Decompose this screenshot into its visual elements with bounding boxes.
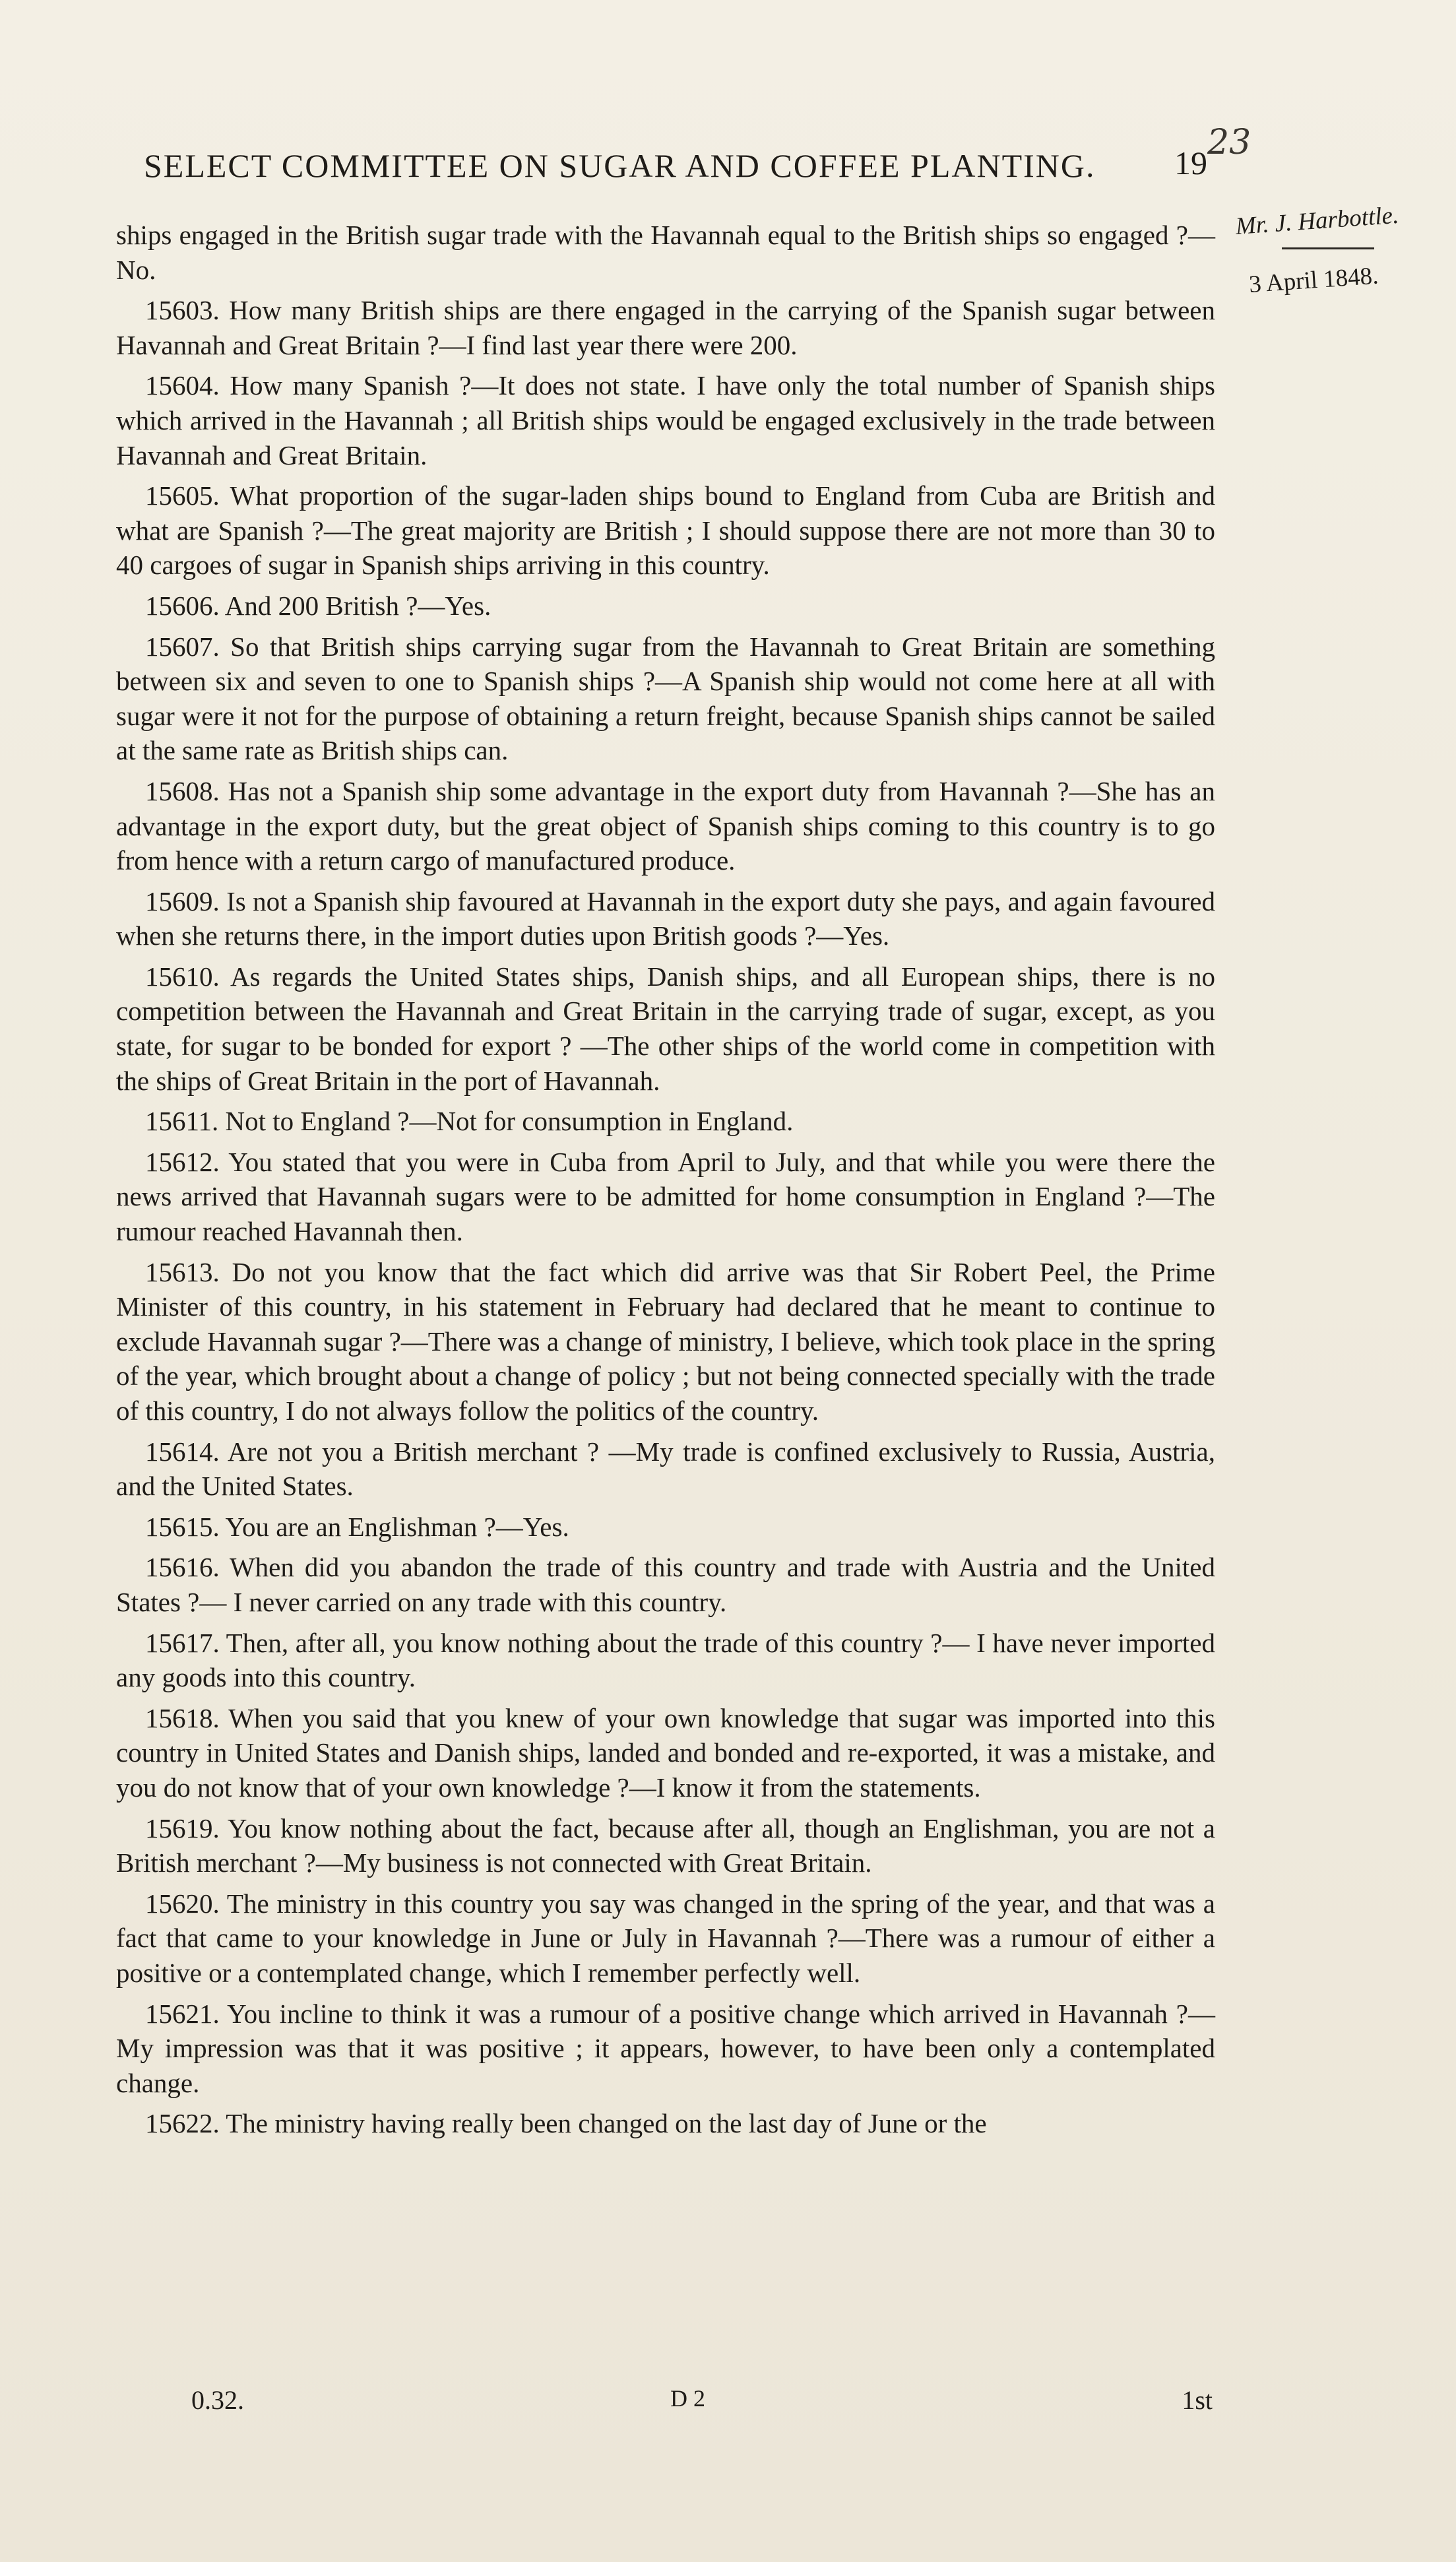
question-15618: 15618. When you said that you knew of your own knowledge that sugar was imported into this country in United States and Danish ships, landed and bonded and re-exported, it was a mistake, and you do not know that of your own knowledge ?—I know it from the statements.	[116, 1702, 1215, 1803]
margin-rule	[1282, 247, 1374, 249]
question-15610: 15610. As regards the United States ships, Danish ships, and all European ships, there is no competition between the Havannah and Great Britain in the carrying trade of sugar, except, as you state, for sugar to be bonded for export ? —The other ships of the world come in competition with the ships of Great Britain in the port of Havannah.	[116, 961, 1215, 1096]
footer-catchword: 1st	[1182, 2385, 1213, 2415]
question-15614: 15614. Are not you a British merchant ? —My trade is confined exclusively to Russia, Austria, and the United States.	[116, 1436, 1215, 1502]
question-15609: 15609. Is not a Spanish ship favoured at Havannah in the export duty she pays, and again favoured when she returns there, in the import duties upon British goods ?—Yes.	[116, 885, 1215, 951]
question-15604: 15604. How many Spanish ?—It does not state. I have only the total number of Spanish ships which arrived in the Havannah ; all British ships would be engaged exclusively in the trade between Havannah and Great Britain.	[116, 370, 1215, 470]
page-footer	[139, 2385, 1213, 2424]
margin-note	[1234, 201, 1440, 299]
question-15603: 15603. How many British ships are there engaged in the carrying of the Spanish sugar between Havannah and Great Britain ?—I find last year there were 200.	[116, 295, 1215, 360]
question-15606: 15606. And 200 British ?—Yes.	[145, 590, 491, 621]
question-15620: 15620. The ministry in this country you say was changed in the spring of the year, and that was a fact that came to your knowledge in June or July in Havannah ?—There was a rumour of either a positive or a contemplated change, which I remember perfectly well.	[116, 1888, 1215, 1988]
question-15617: 15617. Then, after all, you know nothing about the trade of this country ?— I have never imported any goods into this country.	[116, 1627, 1215, 1693]
question-15608: 15608. Has not a Spanish ship some advantage in the export duty from Havannah ?—She has an advantage in the export duty, but the great object of Spanish ships coming to this country is to go from hence with a return cargo of manufactured produce.	[116, 775, 1215, 876]
footer-reference: 0.32.	[191, 2385, 244, 2415]
evidence-text	[116, 218, 1215, 2147]
question-15619: 15619. You know nothing about the fact, because after all, though an Englishman, you are not a British merchant ?—My business is not connected with Great Britain.	[116, 1812, 1215, 1878]
page-header-title: SELECT COMMITTEE ON SUGAR AND COFFEE PLANTING.	[144, 147, 1096, 184]
question-15611: 15611. Not to England ?—Not for consumption in England.	[145, 1106, 794, 1137]
question-15615: 15615. You are an Englishman ?—Yes.	[145, 1511, 569, 1542]
question-15607: 15607. So that British ships carrying sugar from the Havannah to Great Britain are something between six and seven to one to Spanish ships ?—A Spanish ship would not come here at all with sugar were it not for the purpose of obtaining a return freight, because Spanish ships cannot be sailed at the same rate as British ships can.	[116, 631, 1215, 766]
question-15616: 15616. When did you abandon the trade of this country and trade with Austria and the United States ?— I never carried on any trade with this country.	[116, 1552, 1215, 1617]
witness-date: 3 April 1848.	[1248, 262, 1379, 299]
question-15622: 15622. The ministry having really been changed on the last day of June or the	[145, 2108, 987, 2139]
question-15613: 15613. Do not you know that the fact which did arrive was that Sir Robert Peel, the Prime Minister of this country, in his statement in February had declared that he meant to continue to exclude Havannah sugar ?—There was a change of ministry, I believe, which took place in the spring of the year, which brought about a change of policy ; but not being connected specially with the trade of this country, I do not always follow the politics of the country.	[116, 1256, 1215, 1426]
question-15605: 15605. What proportion of the sugar-laden ships bound to England from Cuba are British and what are Spanish ?—The great majority are British ; I should suppose there are not more than 30 to 40 cargoes of sugar in Spanish ships arriving in this country.	[116, 480, 1215, 581]
footer-signature-mark: D 2	[670, 2385, 705, 2412]
question-15612: 15612. You stated that you were in Cuba from April to July, and that while you were there the news arrived that Havannah sugars were to be admitted for home consumption in England ?—The rumour reached Havannah then.	[116, 1146, 1215, 1247]
question-15621: 15621. You incline to think it was a rumour of a positive change which arrived in Havannah ?—My impression was that it was positive ; it appears, however, to have been only a contemplated change.	[116, 1998, 1215, 2098]
handwritten-page-number: 23	[1207, 123, 1251, 162]
page-number: 19	[1174, 144, 1207, 181]
paragraph-continuation: ships engaged in the British sugar trade with the Havannah equal to the British ships so engaged ?—No.	[116, 220, 1215, 285]
witness-name: Mr. J. Harbottle.	[1234, 201, 1400, 240]
